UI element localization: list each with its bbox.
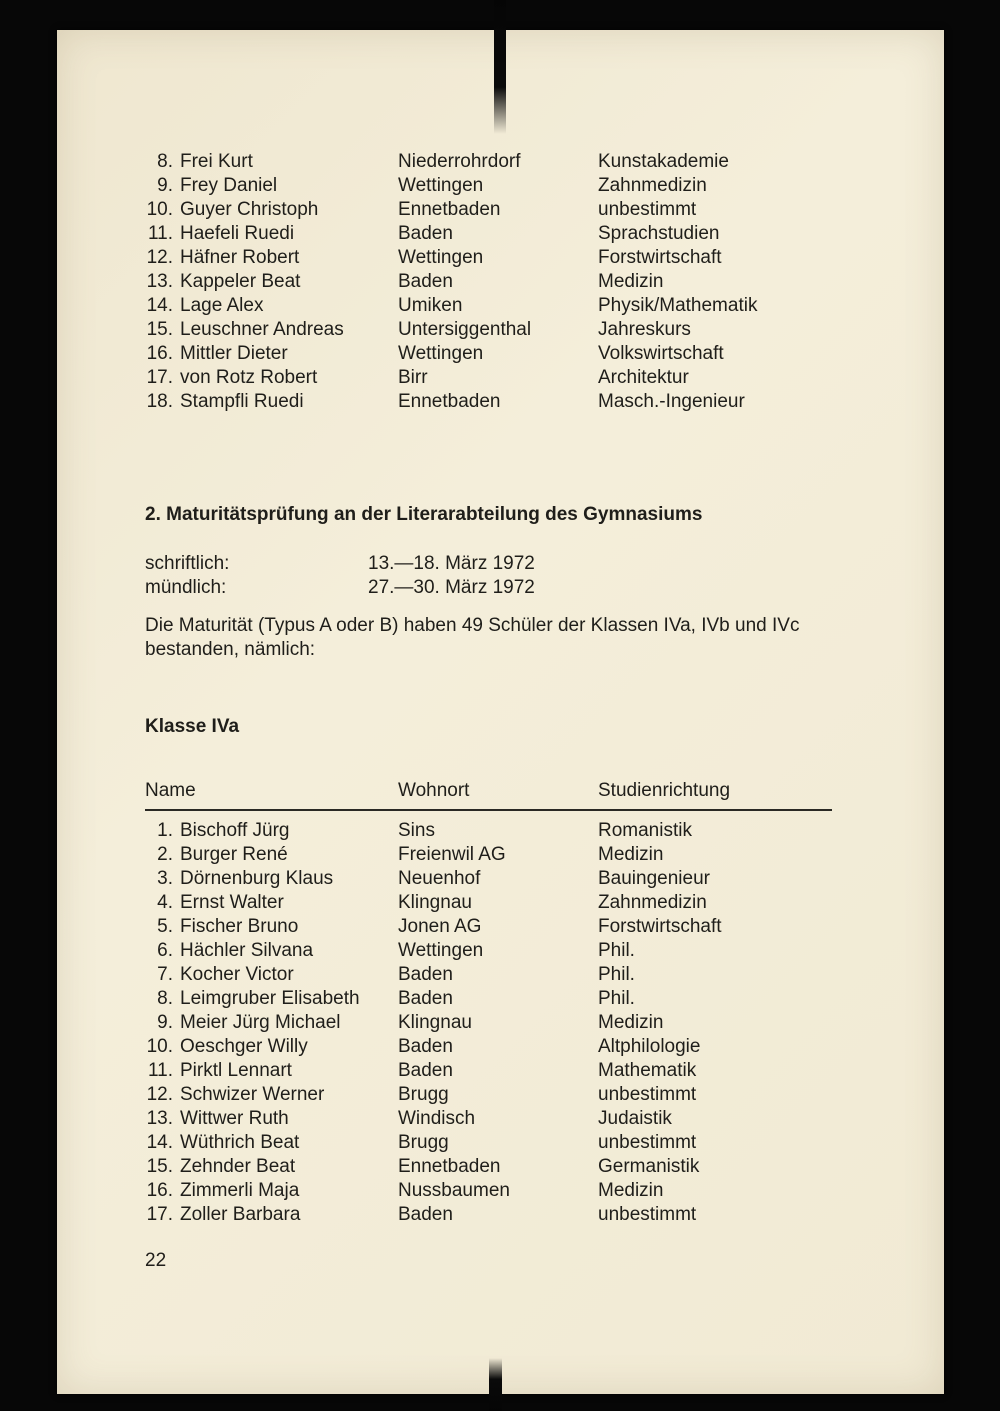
row-number: 15.	[146, 319, 173, 340]
student-wohnort: Ennetbaden	[398, 391, 501, 412]
student-wohnort: Baden	[398, 1060, 453, 1081]
student-studium: Medizin	[598, 271, 664, 292]
student-studium: Forstwirtschaft	[598, 916, 722, 937]
student-studium: Forstwirtschaft	[598, 247, 722, 268]
student-studium: Physik/Mathematik	[598, 295, 758, 316]
row-number: 11.	[147, 1060, 173, 1081]
student-name: Schwizer Werner	[180, 1084, 325, 1105]
student-row	[145, 987, 884, 1011]
klasse-iva-student-list	[145, 819, 884, 1227]
student-wohnort: Niederrohrdorf	[398, 151, 521, 172]
student-name: Kappeler Beat	[180, 271, 301, 292]
student-studium: Mathematik	[598, 1060, 697, 1081]
schedule-value: 13.—18. März 1972	[368, 553, 535, 574]
student-studium: Romanistik	[598, 820, 692, 841]
page-number: 22	[145, 1250, 167, 1271]
student-name: Frei Kurt	[180, 151, 253, 172]
row-number: 3.	[157, 868, 173, 889]
student-name: Oeschger Willy	[180, 1036, 308, 1057]
row-number: 14.	[146, 1132, 173, 1153]
student-studium: Medizin	[598, 1180, 664, 1201]
student-wohnort: Klingnau	[398, 1012, 472, 1033]
student-row	[145, 843, 884, 867]
student-studium: Jahreskurs	[598, 319, 691, 340]
row-number: 12.	[146, 1084, 173, 1105]
student-row	[145, 198, 884, 222]
student-wohnort: Umiken	[398, 295, 463, 316]
student-row	[145, 318, 884, 342]
student-name: Zoller Barbara	[180, 1204, 301, 1225]
student-row	[145, 1179, 884, 1203]
table-header-row	[145, 779, 884, 803]
row-number: 9.	[157, 175, 173, 196]
row-number: 12.	[146, 247, 173, 268]
student-wohnort: Baden	[398, 1204, 453, 1225]
klasse-iva-heading: Klasse IVa	[145, 716, 240, 737]
student-name: Fischer Bruno	[180, 916, 299, 937]
column-header-studium: Studienrichtung	[598, 780, 731, 801]
row-number: 7.	[157, 964, 173, 985]
student-row	[145, 150, 884, 174]
row-number: 18.	[146, 391, 173, 412]
student-row	[145, 1131, 884, 1155]
student-wohnort: Nussbaumen	[398, 1180, 510, 1201]
student-row	[145, 819, 884, 843]
student-row	[145, 1059, 884, 1083]
student-wohnort: Birr	[398, 367, 428, 388]
student-row	[145, 915, 884, 939]
row-number: 2.	[157, 844, 173, 865]
row-number: 10.	[146, 199, 173, 220]
student-row	[145, 246, 884, 270]
student-row	[145, 963, 884, 987]
row-number: 14.	[146, 295, 173, 316]
schedule-value: 27.—30. März 1972	[368, 577, 535, 598]
student-row	[145, 270, 884, 294]
schedule-label: schriftlich:	[145, 553, 230, 574]
student-studium: Medizin	[598, 844, 664, 865]
row-number: 11.	[147, 223, 173, 244]
student-name: Hächler Silvana	[180, 940, 314, 961]
row-number: 1.	[157, 820, 173, 841]
student-name: Guyer Christoph	[180, 199, 319, 220]
student-name: Dörnenburg Klaus	[180, 868, 334, 889]
column-header-name: Name	[145, 780, 196, 801]
student-wohnort: Ennetbaden	[398, 199, 501, 220]
student-studium: Zahnmedizin	[598, 892, 707, 913]
student-name: Bischoff Jürg	[180, 820, 290, 841]
student-wohnort: Jonen AG	[398, 916, 482, 937]
column-header-wohnort: Wohnort	[398, 780, 470, 801]
row-number: 13.	[146, 271, 173, 292]
student-name: Ernst Walter	[180, 892, 284, 913]
student-wohnort: Wettingen	[398, 343, 484, 364]
student-wohnort: Baden	[398, 988, 453, 1009]
student-studium: Germanistik	[598, 1156, 700, 1177]
student-row	[145, 867, 884, 891]
row-number: 17.	[146, 1204, 173, 1225]
student-studium: unbestimmt	[598, 1084, 697, 1105]
student-studium: Zahnmedizin	[598, 175, 707, 196]
schedule-row	[145, 576, 884, 600]
student-row	[145, 891, 884, 915]
student-wohnort: Brugg	[398, 1132, 449, 1153]
student-name: Burger René	[180, 844, 288, 865]
row-number: 8.	[157, 151, 173, 172]
student-row	[145, 1011, 884, 1035]
student-wohnort: Wettingen	[398, 175, 484, 196]
student-wohnort: Freienwil AG	[398, 844, 506, 865]
student-row	[145, 1203, 884, 1227]
student-name: Frey Daniel	[180, 175, 278, 196]
student-row	[145, 342, 884, 366]
student-wohnort: Untersiggenthal	[398, 319, 532, 340]
student-studium: Masch.-Ingenieur	[598, 391, 745, 412]
scan-artifact-top	[494, 0, 506, 134]
student-studium: Medizin	[598, 1012, 664, 1033]
row-number: 13.	[146, 1108, 173, 1129]
student-wohnort: Brugg	[398, 1084, 449, 1105]
student-studium: Judaistik	[598, 1108, 672, 1129]
student-studium: Altphilologie	[598, 1036, 701, 1057]
row-number: 16.	[146, 343, 173, 364]
student-name: Lage Alex	[180, 295, 264, 316]
student-wohnort: Wettingen	[398, 940, 484, 961]
row-number: 10.	[146, 1036, 173, 1057]
student-row	[145, 1035, 884, 1059]
student-name: Leimgruber Elisabeth	[180, 988, 360, 1009]
student-studium: unbestimmt	[598, 199, 697, 220]
student-wohnort: Klingnau	[398, 892, 472, 913]
student-row	[145, 1107, 884, 1131]
student-name: Meier Jürg Michael	[180, 1012, 341, 1033]
student-name: Stampfli Ruedi	[180, 391, 304, 412]
row-number: 5.	[157, 916, 173, 937]
page-content	[57, 30, 944, 1394]
student-row	[145, 939, 884, 963]
student-wohnort: Neuenhof	[398, 868, 481, 889]
student-row	[145, 1155, 884, 1179]
row-number: 15.	[146, 1156, 173, 1177]
student-name: Kocher Victor	[180, 964, 294, 985]
continued-student-list	[145, 150, 884, 414]
student-name: Mittler Dieter	[180, 343, 288, 364]
student-studium: Phil.	[598, 940, 635, 961]
student-name: Wüthrich Beat	[180, 1132, 300, 1153]
scan-artifact-bottom	[489, 1358, 502, 1411]
student-wohnort: Baden	[398, 1036, 453, 1057]
student-wohnort: Sins	[398, 820, 435, 841]
student-studium: Phil.	[598, 964, 635, 985]
student-name: Haefeli Ruedi	[180, 223, 295, 244]
student-wohnort: Wettingen	[398, 247, 484, 268]
row-number: 8.	[157, 988, 173, 1009]
section-heading: 2. Maturitätsprüfung an der Literarabteilung des Gymnasiums	[145, 504, 703, 525]
student-row	[145, 1083, 884, 1107]
row-number: 6.	[157, 940, 173, 961]
row-number: 9.	[157, 1012, 173, 1033]
exam-schedule	[145, 552, 884, 600]
student-name: Zehnder Beat	[180, 1156, 296, 1177]
schedule-label: mündlich:	[145, 577, 227, 598]
student-wohnort: Ennetbaden	[398, 1156, 501, 1177]
student-studium: Bauingenieur	[598, 868, 710, 889]
student-row	[145, 174, 884, 198]
student-row	[145, 390, 884, 414]
student-studium: Sprachstudien	[598, 223, 720, 244]
student-studium: Kunstakademie	[598, 151, 729, 172]
row-number: 17.	[146, 367, 173, 388]
intro-paragraph: Die Maturität (Typus A oder B) haben 49 Schüler der Klassen IVa, IVb und IVc bestanden, nämlich:	[145, 615, 800, 660]
student-name: Wittwer Ruth	[180, 1108, 289, 1129]
student-wohnort: Windisch	[398, 1108, 476, 1129]
student-studium: unbestimmt	[598, 1132, 697, 1153]
schedule-row	[145, 552, 884, 576]
student-row	[145, 222, 884, 246]
student-name: Häfner Robert	[180, 247, 300, 268]
student-wohnort: Baden	[398, 964, 453, 985]
student-wohnort: Baden	[398, 271, 453, 292]
student-name: Leuschner Andreas	[180, 319, 344, 340]
student-row	[145, 294, 884, 318]
header-rule	[145, 809, 832, 811]
student-name: Zimmerli Maja	[180, 1180, 300, 1201]
row-number: 16.	[146, 1180, 173, 1201]
student-name: Pirktl Lennart	[180, 1060, 292, 1081]
document-page	[57, 30, 944, 1394]
student-name: von Rotz Robert	[180, 367, 318, 388]
student-studium: Volkswirtschaft	[598, 343, 724, 364]
student-studium: Phil.	[598, 988, 635, 1009]
student-studium: unbestimmt	[598, 1204, 697, 1225]
row-number: 4.	[157, 892, 173, 913]
student-studium: Architektur	[598, 367, 689, 388]
student-row	[145, 366, 884, 390]
student-wohnort: Baden	[398, 223, 453, 244]
